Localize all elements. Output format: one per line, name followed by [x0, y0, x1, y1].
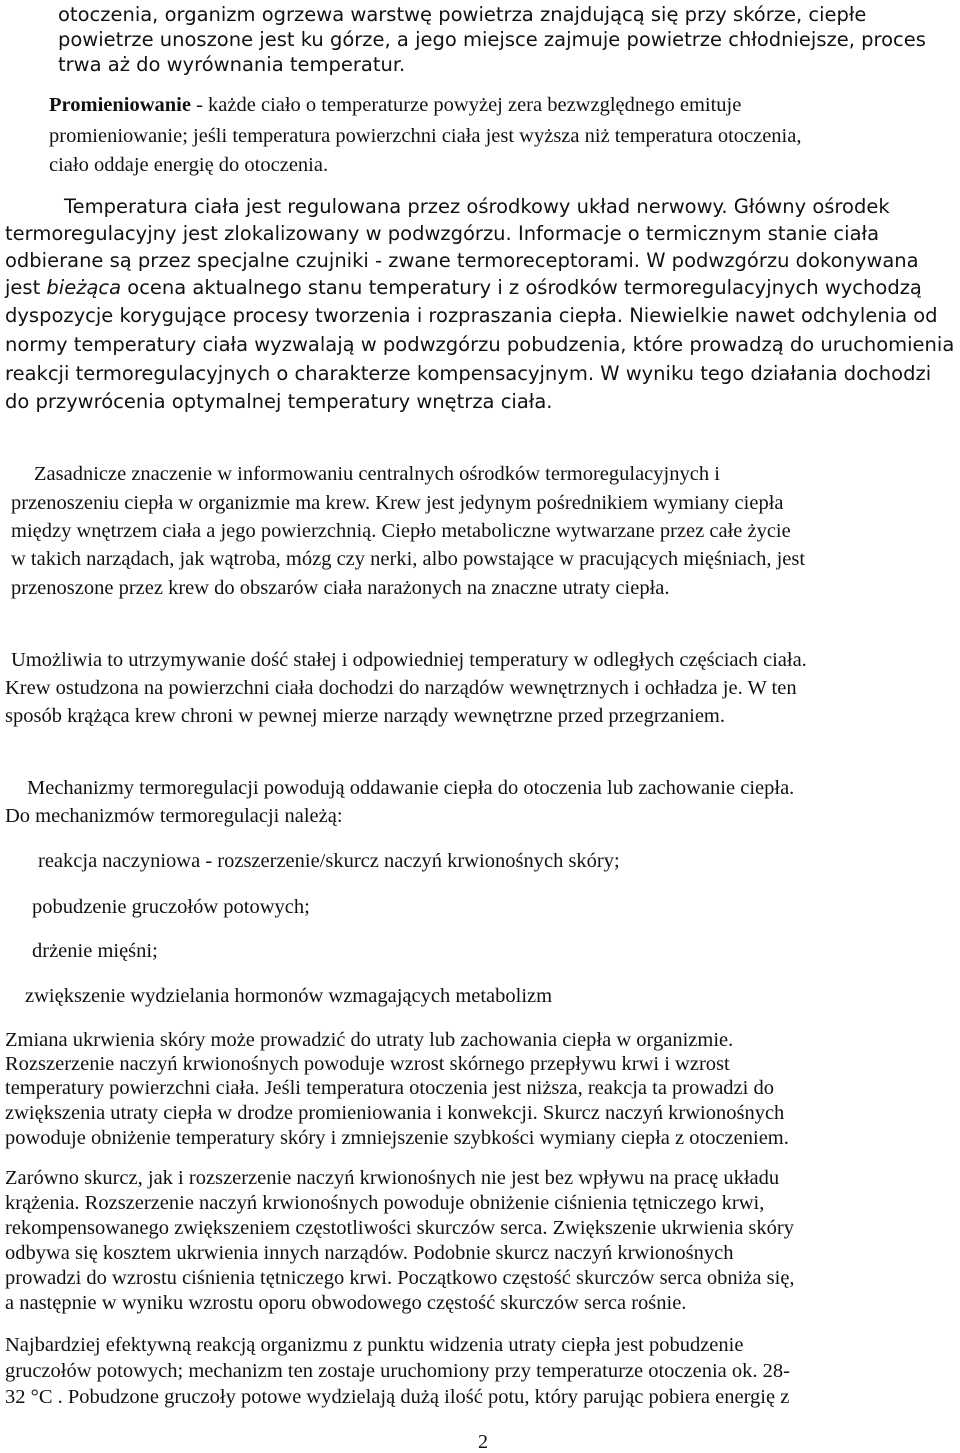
intro-line: otoczenia, organizm ogrzewa warstwę powietrza znajdującą się przy skórze, ciepłe [58, 3, 867, 26]
sweating-line: gruczołów potowych; mechanizm ten zostaje uruchomiony przy temperaturze otoczenia ok. 28- [5, 1360, 790, 1382]
circulation-line: a następnie w wyniku wzrostu oporu obwodowego częstość skurczów serca rośnie. [5, 1292, 687, 1314]
mechanisms-line: Mechanizmy termoregulacji powodują oddawanie ciepła do otoczenia lub zachowanie ciepła. [27, 777, 795, 799]
regulation-line: termoregulacyjny jest zlokalizowany w podwzgórzu. Informacje o termicznym stanie ciała [5, 222, 880, 245]
regulation-line: Temperatura ciała jest regulowana przez ośrodkowy układ nerwowy. Główny ośrodek [64, 195, 890, 218]
regulation-line: reakcji termoregulacyjnych o charakterze kompensacyjnym. W wyniku tego działania dochodzi [5, 362, 932, 385]
blood-line: w takich narządach, jak wątroba, mózg czy nerki, albo powstające w pracujących mięśniach, jest [11, 548, 806, 570]
enables-line: Krew ostudzona na powierzchni ciała dochodzi do narządów wewnętrznych i ochładza je. W ten [5, 677, 797, 699]
skin-line: zwiększenia utraty ciepła w drodze promieniowania i konwekcji. Skurcz naczyń krwionośnych [5, 1102, 785, 1124]
blood-line: przenoszeniu ciepła w organizmie ma krew. Krew jest jedynym pośrednikiem wymiany ciepła [11, 492, 784, 514]
list-item: drżenie mięśni; [32, 940, 158, 962]
radiation-line: ciało oddaje energię do otoczenia. [49, 154, 329, 176]
regulation-line: odbierane są przez specjalne czujniki - zwane termoreceptorami. W podwzgórzu dokonywana [5, 249, 919, 272]
regulation-line: normy temperatury ciała wyzwalają w podwzgórzu pobudzenia, które prowadzą do uruchomienia [5, 333, 955, 356]
circulation-line: Zarówno skurcz, jak i rozszerzenie naczyń krwionośnych nie jest bez wpływu na pracę układu [5, 1167, 780, 1189]
circulation-line: prowadzi do wzrostu ciśnienia tętniczego krwi. Początkowo częstość skurczów serca obniża się, [5, 1267, 795, 1289]
sweating-line: 32 °C . Pobudzone gruczoły potowe wydzielają dużą ilość potu, który parując pobiera energię z [5, 1386, 790, 1408]
list-item: reakcja naczyniowa - rozszerzenie/skurcz naczyń krwionośnych skóry; [38, 850, 620, 872]
mechanisms-line: Do mechanizmów termoregulacji należą: [5, 805, 343, 827]
regulation-line: do przywrócenia optymalnej temperatury wnętrza ciała. [5, 390, 553, 413]
list-item: pobudzenie gruczołów potowych; [32, 896, 310, 918]
blood-line: między wnętrzem ciała a jego powierzchnią. Ciepło metaboliczne wytwarzane przez całe życie [11, 520, 791, 542]
intro-line: powietrze unoszone jest ku górze, a jego miejsce zajmuje powietrze chłodniejsze, proces [58, 28, 926, 51]
skin-line: powoduje obniżenie temperatury skóry i zmniejszenie szybkości wymiany ciepła z otoczeniem. [5, 1127, 789, 1149]
radiation-line: Promieniowanie - każde ciało o temperaturze powyżej zera bezwzględnego emituje [49, 94, 742, 116]
regulation-line: jest bieżąca ocena aktualnego stanu temperatury i z ośrodków termoregulacyjnych wychodzą [5, 276, 922, 299]
skin-line: Rozszerzenie naczyń krwionośnych powoduje wzrost skórnego przepływu krwi i wzrost [5, 1053, 730, 1075]
circulation-line: odbywa się kosztem ukrwienia innych narządów. Podobnie skurcz naczyń krwionośnych [5, 1242, 734, 1264]
page-number: 2 [478, 1431, 488, 1453]
regulation-line: dyspozycje korygujące procesy tworzenia i rozpraszania ciepła. Niewielkie nawet odchylenia od [5, 304, 938, 327]
radiation-line: promieniowanie; jeśli temperatura powierzchni ciała jest wyższa niż temperatura otoczenia, [49, 125, 802, 147]
radiation-term: Promieniowanie [49, 94, 191, 116]
circulation-line: rekompensowanego zwiększeniem częstotliwości skurczów serca. Zwiększenie ukrwienia skóry [5, 1217, 794, 1239]
blood-line: Zasadnicze znaczenie w informowaniu centralnych ośrodków termoregulacyjnych i [34, 463, 720, 485]
skin-line: temperatury powierzchni ciała. Jeśli temperatura otoczenia jest niższa, reakcja ta prowadzi do [5, 1077, 774, 1099]
enables-line: sposób krążąca krew chroni w pewnej mierze narządy wewnętrzne przed przegrzaniem. [5, 705, 725, 727]
blood-line: przenoszone przez krew do obszarów ciała narażonych na znaczne utraty ciepła. [11, 577, 670, 599]
circulation-line: krążenia. Rozszerzenie naczyń krwionośnych powoduje obniżenie ciśnienia tętniczego krwi, [5, 1192, 765, 1214]
list-item: zwiększenie wydzielania hormonów wzmagających metabolizm [25, 985, 553, 1007]
sweating-line: Najbardziej efektywną reakcją organizmu z punktu widzenia utraty ciepła jest pobudzenie [5, 1334, 744, 1356]
skin-line: Zmiana ukrwienia skóry może prowadzić do utraty lub zachowania ciepła w organizmie. [5, 1029, 734, 1051]
enables-line: Umożliwia to utrzymywanie dość stałej i odpowiedniej temperatury w odległych częściach ciała. [11, 649, 807, 671]
italic-word: bieżąca [46, 276, 122, 299]
intro-line: trwa aż do wyrównania temperatur. [58, 53, 406, 76]
